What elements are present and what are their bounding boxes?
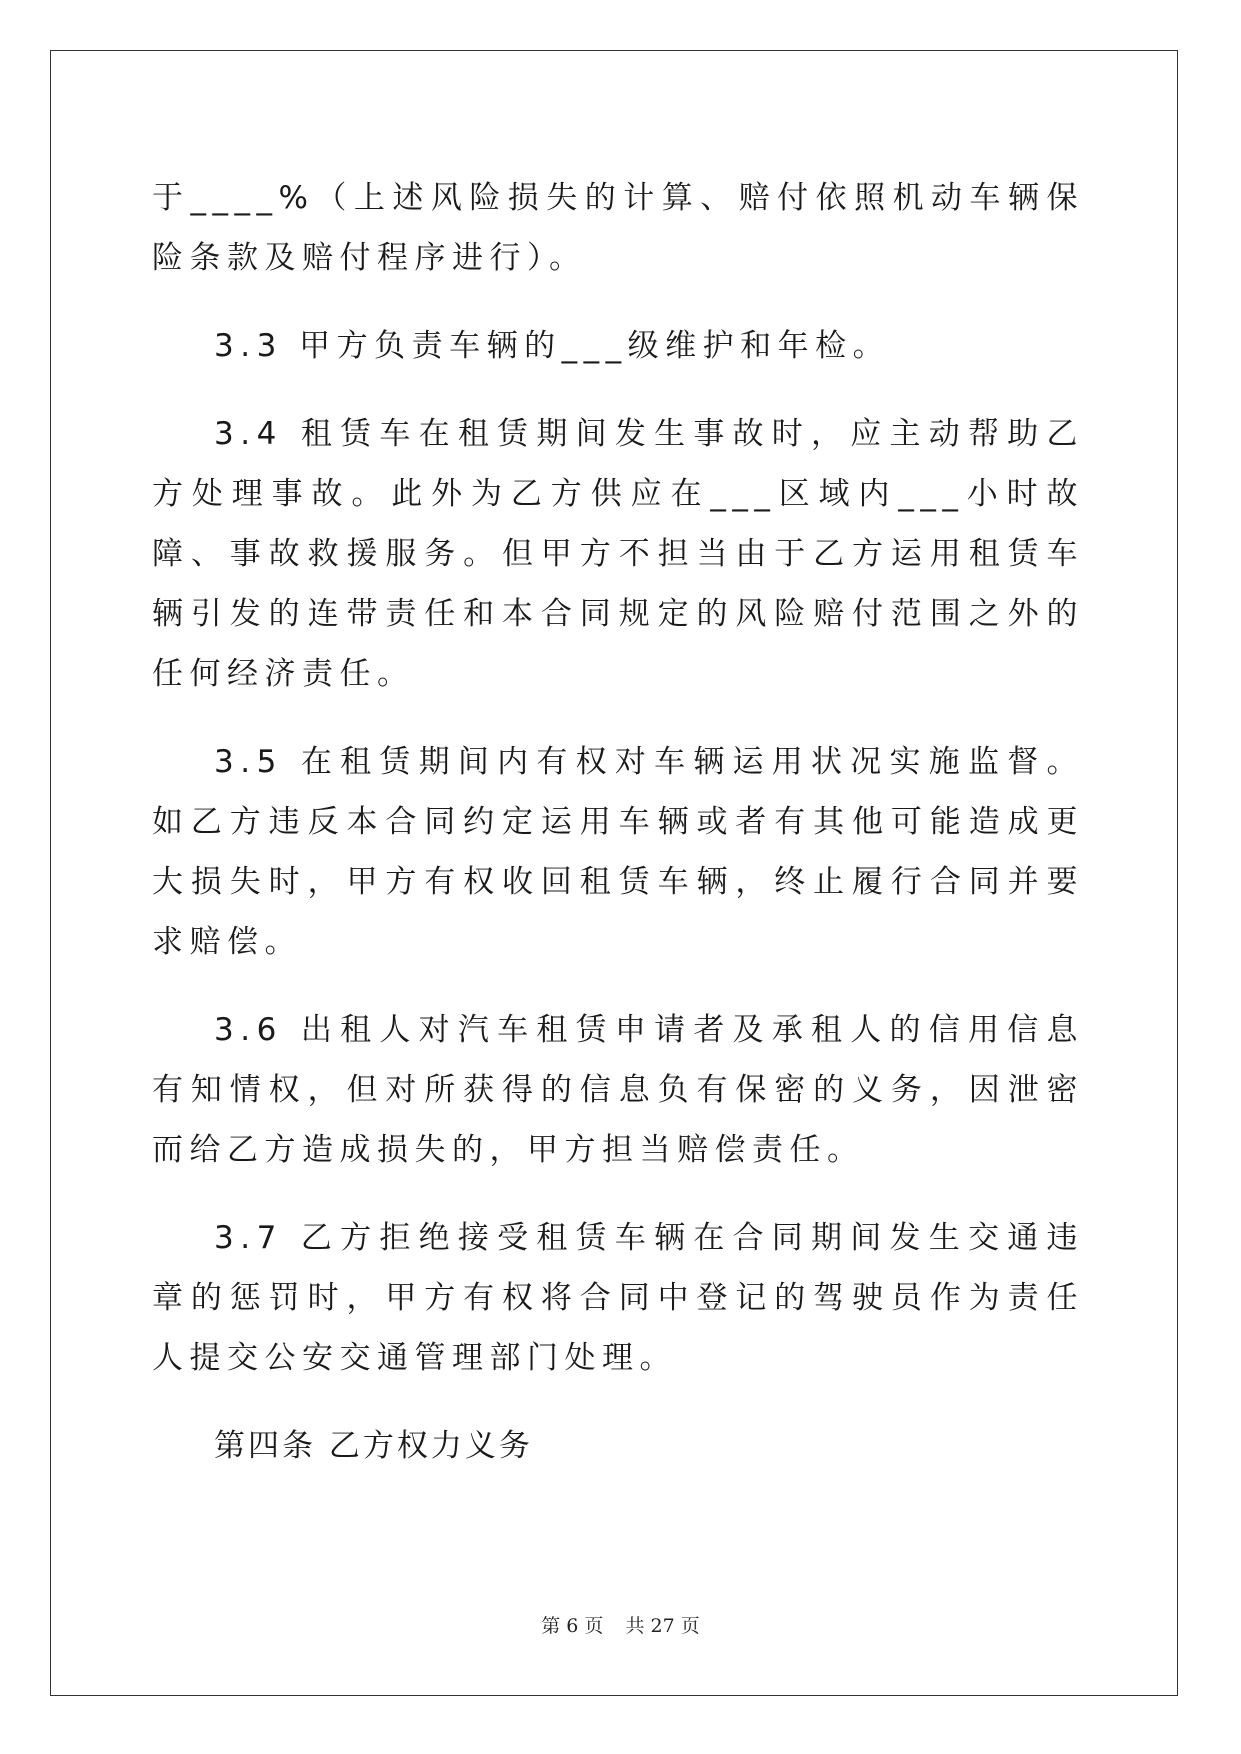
page-total: 共 27 页 [625,1615,700,1637]
section-heading: 第四条 乙方权力义务 [214,1428,533,1464]
page-footer [0,1611,1241,1638]
paragraph-continuation: 于____%（上述风险损失的计算、赔付依照机动车辆保险条款及赔付程序进行）。 [152,180,1084,276]
page-number: 第 6 页 [541,1615,604,1637]
paragraph-3-3: 3.3 甲方负责车辆的___级维护和年检。 [214,328,891,364]
paragraph-3-6: 3.6 出租人对汽车租赁申请者及承租人的信用信息有知情权，但对所获得的信息负有保密的义务，因泄密而给乙方造成损失的，甲方担当赔偿责任。 [152,1012,1084,1168]
document-body [152,168,1084,1504]
paragraph-3-4: 3.4 租赁车在租赁期间发生事故时，应主动帮助乙方处理事故。此外为乙方供应在___区域内___小时故障、事故救援服务。但甲方不担当由于乙方运用租赁车辆引发的连带责任和本合同规定的风险赔付范围之外的任何经济责任。 [152,416,1084,692]
paragraph-3-7: 3.7 乙方拒绝接受租赁车辆在合同期间发生交通违章的惩罚时，甲方有权将合同中登记的驾驶员作为责任人提交公安交通管理部门处理。 [152,1220,1084,1376]
paragraph-3-5: 3.5 在租赁期间内有权对车辆运用状况实施监督。如乙方违反本合同约定运用车辆或者有其他可能造成更大损失时，甲方有权收回租赁车辆，终止履行合同并要求赔偿。 [152,744,1084,960]
